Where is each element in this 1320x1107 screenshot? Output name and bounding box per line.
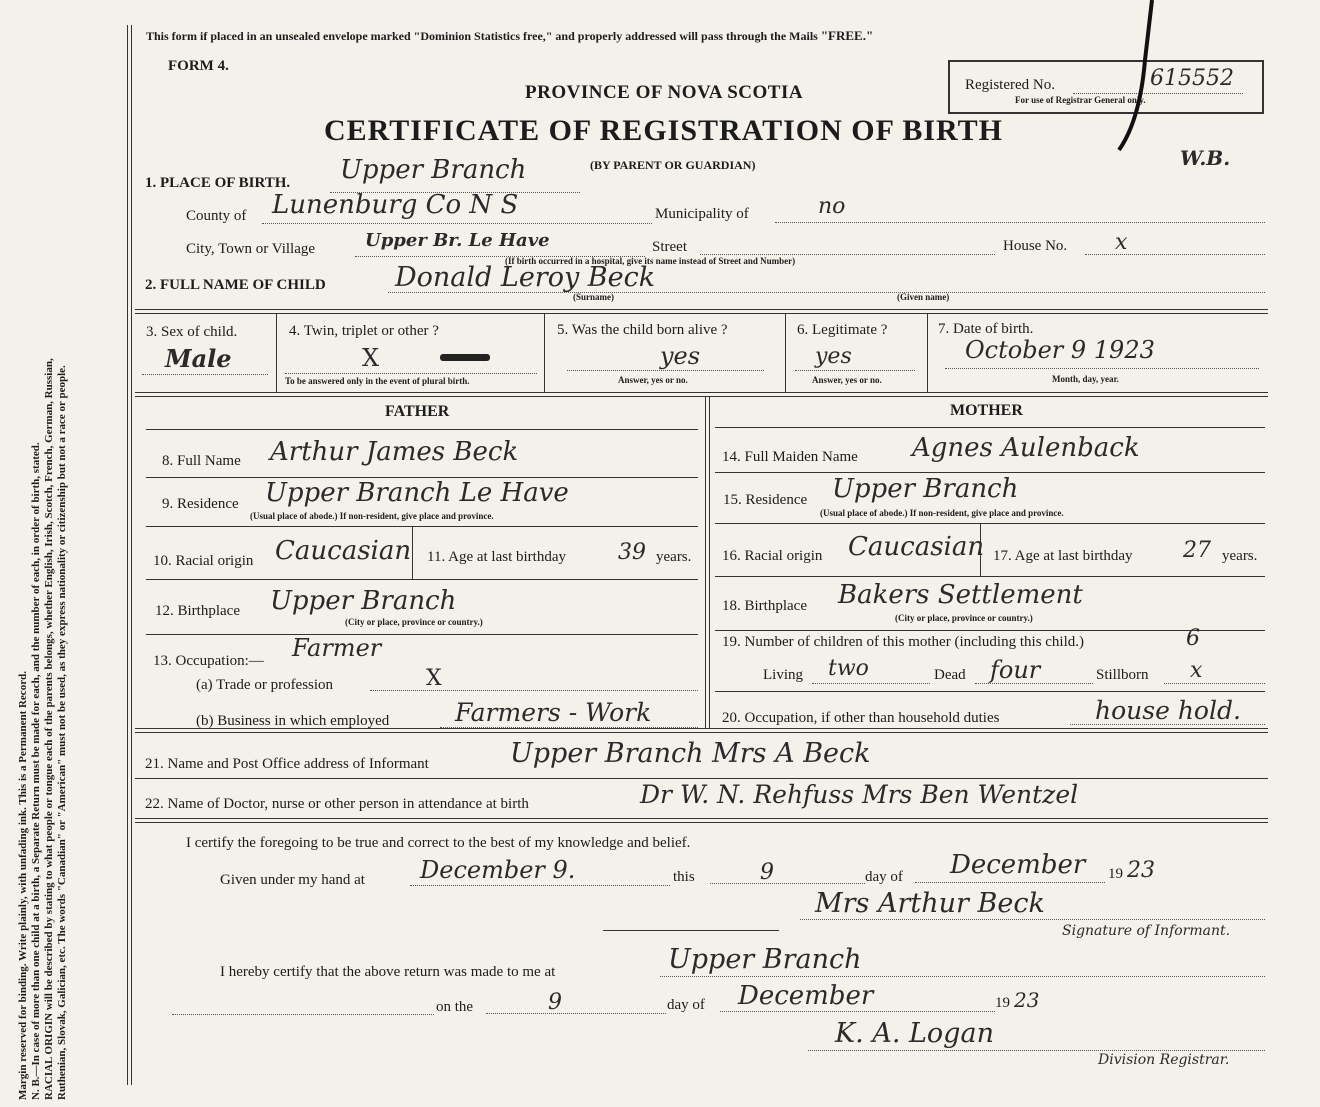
informant-signature-line — [800, 919, 1265, 920]
municipality-line — [775, 222, 1265, 223]
living-value: two — [828, 656, 869, 681]
father-residence-label: 9. Residence — [162, 496, 239, 512]
certify-statement: I certify the foregoing to be true and correct to the best of my knowledge and belief. — [186, 835, 691, 851]
mother-birthplace-caption: (City or place, province or country.) — [895, 613, 1033, 623]
sex-line — [142, 374, 268, 375]
mother-residence-caption: (Usual place of abode.) If non-resident, give place and province. — [820, 508, 1064, 518]
county-value: Lunenburg Co N S — [272, 190, 519, 220]
legitimate-line — [795, 370, 915, 371]
registrar-signature: K. A. Logan — [835, 1018, 994, 1049]
mother-rule-3 — [715, 523, 1265, 524]
registrar-day-line — [486, 1013, 666, 1014]
legitimate-caption: Answer, yes or no. — [812, 375, 882, 385]
registrar-day-of-label: day of — [667, 997, 705, 1013]
living-label: Living — [763, 667, 803, 683]
margin-line-4: Ruthenian, Slovak, Galician, etc. The words "Canadian" or "American" must not be used, as they express nationality or citizenship but not a race or people. — [56, 365, 68, 1100]
father-birthplace-value: Upper Branch — [270, 586, 457, 616]
stillborn-line — [1164, 683, 1265, 684]
father-birthplace-caption: (City or place, province or country.) — [345, 617, 483, 627]
registrar-place-value: Upper Branch — [668, 944, 862, 975]
col-divider-1 — [276, 314, 277, 392]
municipality-label: Municipality of — [655, 206, 749, 222]
row-divider-top — [135, 309, 1268, 310]
mother-children-label: 19. Number of children of this mother (including this child.) — [722, 634, 1085, 650]
margin-notes — [17, 60, 97, 1100]
father-racial-divider — [412, 527, 413, 579]
house-line — [1085, 254, 1265, 255]
registrar-signature-caption: Division Registrar. — [1098, 1052, 1230, 1068]
father-rule-3 — [146, 526, 698, 527]
father-heading: FATHER — [385, 403, 450, 420]
father-rule-5 — [146, 634, 698, 635]
place-of-birth-value: Upper Branch — [340, 155, 527, 185]
col-divider-3 — [785, 314, 786, 392]
margin-rule-2 — [131, 25, 132, 1085]
parents-divider-2 — [709, 396, 710, 728]
certify-day-of-label: day of — [865, 869, 903, 885]
mother-children-value: 6 — [1186, 626, 1200, 651]
col-divider-4 — [927, 314, 928, 392]
legitimate-label: 6. Legitimate ? — [797, 322, 888, 338]
mother-heading: MOTHER — [950, 402, 1023, 419]
father-trade-line — [370, 690, 698, 691]
dob-label: 7. Date of birth. — [938, 321, 1034, 337]
twin-strikeout — [440, 354, 490, 361]
given-name-caption: (Given name) — [897, 292, 950, 302]
mother-name-value: Agnes Aulenback — [912, 433, 1140, 463]
mother-birthplace-label: 18. Birthplace — [722, 598, 807, 614]
given-place-line — [410, 885, 670, 886]
father-residence-value: Upper Branch Le Have — [265, 478, 569, 508]
child-name-label: 2. FULL NAME OF CHILD — [145, 277, 326, 293]
certify-year-prefix: 19 — [1108, 866, 1123, 882]
father-rule-1 — [146, 429, 698, 430]
row-divider-informant-2 — [135, 732, 1268, 733]
alive-value: yes — [660, 342, 701, 370]
margin-line-2: N. B.—In case of more than one child at a birth, a Separate Return must be made for each, and the number of each, in order of birth, stated. — [30, 442, 42, 1100]
father-occupation-value: Farmer — [292, 634, 382, 662]
dead-label: Dead — [934, 667, 966, 683]
father-racial-label: 10. Racial origin — [153, 553, 254, 569]
twin-value: X — [362, 344, 380, 372]
given-place-value: December 9. — [420, 856, 576, 884]
father-age-value: 39 — [618, 540, 646, 565]
registrar-year-value: 23 — [1014, 988, 1040, 1012]
registered-number: 615552 — [1150, 66, 1234, 91]
twin-caption: To be answered only in the event of plural birth. — [285, 376, 470, 386]
mother-years: years. — [1222, 548, 1258, 564]
father-rule-4 — [146, 579, 698, 580]
short-rule — [603, 930, 779, 931]
father-name-label: 8. Full Name — [162, 453, 241, 469]
row-divider-top-2 — [135, 313, 1268, 314]
dob-value: October 9 1923 — [965, 336, 1155, 364]
mother-occupation-value: house hold. — [1095, 696, 1241, 725]
row-divider-parents — [135, 392, 1268, 393]
margin-line-3: RACIAL ORIGIN will be described by stating to what people or tongue each of the parents belongs, whether English, Irish, Scotch, French, German, Russian, — [43, 358, 55, 1100]
dead-line — [975, 683, 1093, 684]
parents-divider — [705, 396, 706, 728]
house-value: x — [1115, 230, 1128, 255]
registrar-day-value: 9 — [548, 990, 562, 1015]
street-label: Street — [652, 239, 687, 255]
city-value: Upper Br. Le Have — [365, 230, 550, 251]
registrar-year-prefix: 19 — [995, 995, 1010, 1011]
registrar-month-value: December — [738, 981, 874, 1011]
hospital-note: (If birth occurred in a hospital, give its name instead of Street and Number) — [505, 256, 796, 266]
county-line — [262, 223, 652, 224]
informant-value: Upper Branch Mrs A Beck — [510, 738, 871, 769]
informant-rule — [135, 778, 1268, 779]
alive-label: 5. Was the child born alive ? — [557, 322, 728, 338]
mother-racial-label: 16. Racial origin — [722, 548, 823, 564]
registrar-signature-line — [808, 1050, 1265, 1051]
form-number: FORM 4. — [168, 58, 229, 74]
mother-age-label: 17. Age at last birthday — [993, 548, 1133, 564]
mother-rule-5 — [715, 630, 1265, 631]
mother-name-label: 14. Full Maiden Name — [722, 449, 858, 465]
certificate-subtitle: (BY PARENT OR GUARDIAN) — [590, 158, 756, 172]
margin-rule — [127, 25, 128, 1085]
mother-racial-value: Caucasian — [848, 532, 985, 562]
dead-value: four — [990, 656, 1041, 684]
mother-occupation-label: 20. Occupation, if other than household duties — [722, 710, 1000, 726]
informant-label: 21. Name and Post Office address of Informant — [145, 756, 429, 772]
street-line — [700, 254, 995, 255]
house-label: House No. — [1003, 238, 1068, 254]
mother-rule-6 — [715, 691, 1265, 692]
alive-line — [567, 370, 764, 371]
registrar-place-line — [660, 976, 1265, 977]
mother-rule-2 — [715, 472, 1265, 473]
informant-signature: Mrs Arthur Beck — [815, 888, 1045, 919]
place-of-birth-label: 1. PLACE OF BIRTH. — [145, 175, 291, 191]
stillborn-value: x — [1190, 658, 1203, 683]
city-label: City, Town or Village — [186, 241, 316, 257]
mother-residence-value: Upper Branch — [832, 474, 1019, 504]
province-heading: PROVINCE OF NOVA SCOTIA — [525, 82, 804, 103]
mail-notice — [146, 28, 873, 44]
father-trade-value: X — [426, 666, 442, 691]
informant-signature-caption: Signature of Informant. — [1062, 923, 1231, 939]
mother-racial-divider — [980, 524, 981, 576]
dob-caption: Month, day, year. — [1052, 374, 1119, 384]
father-age-label: 11. Age at last birthday — [427, 549, 566, 565]
mail-notice-text: This form if placed in an unsealed envelope marked "Dominion Statistics free," and properly addressed will pass through the Mails — [146, 29, 818, 43]
father-name-value: Arthur James Beck — [270, 437, 519, 467]
row-divider-parents-2 — [135, 396, 1268, 397]
doctor-label: 22. Name of Doctor, nurse or other person in attendance at birth — [145, 796, 529, 812]
mother-birthplace-value: Bakers Settlement — [838, 580, 1083, 610]
mail-notice-free: "FREE." — [820, 28, 874, 43]
corner-mark: W.B. — [1180, 146, 1231, 170]
col-divider-2 — [544, 314, 545, 392]
dob-line — [945, 368, 1259, 369]
father-racial-value: Caucasian — [275, 536, 412, 566]
twin-label: 4. Twin, triplet or other ? — [289, 323, 439, 339]
father-occupation-label: 13. Occupation:— — [153, 653, 264, 669]
twin-line — [285, 373, 537, 374]
father-business-label: (b) Business in which employed — [196, 713, 390, 729]
alive-caption: Answer, yes or no. — [618, 375, 688, 385]
father-business-value: Farmers - Work — [455, 698, 652, 727]
margin-line-1: Margin reserved for binding. Write plainly, with unfading ink. This is a Permanent Record. — [17, 671, 29, 1100]
child-name-line — [388, 292, 1265, 293]
mother-rule-1 — [715, 427, 1265, 428]
doctor-rule-2 — [135, 822, 1268, 823]
county-label: County of — [186, 208, 247, 224]
child-name-value: Donald Leroy Beck — [395, 262, 656, 293]
living-line — [812, 683, 930, 684]
mother-occupation-line — [1070, 724, 1265, 725]
this-label: this — [673, 869, 695, 885]
father-birthplace-label: 12. Birthplace — [155, 603, 240, 619]
father-trade-label: (a) Trade or profession — [196, 677, 334, 693]
row-divider-informant — [135, 728, 1268, 729]
mother-age-value: 27 — [1183, 538, 1211, 563]
mother-rule-4 — [715, 576, 1265, 577]
surname-caption: (Surname) — [573, 292, 614, 302]
legitimate-value: yes — [815, 344, 852, 369]
doctor-rule — [135, 818, 1268, 819]
registrar-month-line — [720, 1011, 995, 1012]
sex-label: 3. Sex of child. — [146, 324, 238, 340]
father-residence-caption: (Usual place of abode.) If non-resident, give place and province. — [250, 511, 494, 521]
registrar-on-the-label: on the — [436, 999, 474, 1015]
doctor-value: Dr W. N. Rehfuss Mrs Ben Wentzel — [640, 780, 1079, 809]
certify-year-value: 23 — [1127, 858, 1155, 883]
certify-day-line — [710, 883, 865, 884]
registered-label: Registered No. — [965, 77, 1055, 93]
mother-residence-label: 15. Residence — [723, 492, 808, 508]
registrar-blank-line — [172, 1014, 434, 1015]
registrar-pen-stroke — [1105, 0, 1165, 160]
sex-value: Male — [165, 344, 232, 373]
certify-month-value: December — [950, 850, 1086, 880]
stillborn-label: Stillborn — [1096, 667, 1149, 683]
certificate-title: CERTIFICATE OF REGISTRATION OF BIRTH — [324, 114, 1003, 147]
registrar-note: For use of Registrar General only. — [1015, 95, 1146, 105]
certify-day-value: 9 — [760, 860, 774, 885]
municipality-value: no — [818, 194, 846, 219]
father-years: years. — [656, 549, 692, 565]
given-label: Given under my hand at — [220, 872, 365, 888]
certify-month-line — [915, 882, 1105, 883]
registrar-statement: I hereby certify that the above return was made to me at — [220, 964, 556, 980]
